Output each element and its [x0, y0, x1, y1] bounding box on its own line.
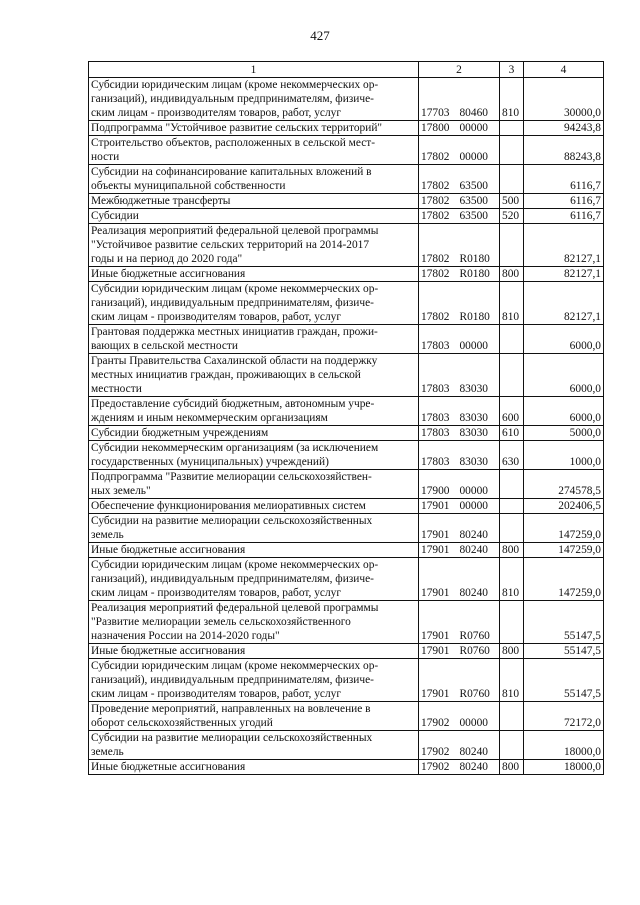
- row-code: [419, 514, 500, 543]
- row-name-line: Реализация мероприятий федеральной целевой программы: [91, 602, 379, 614]
- row-expense-type: 800: [500, 543, 524, 558]
- row-code-program: 17802: [421, 311, 450, 323]
- row-name-line: Субсидии юридическим лицам (кроме некоммерческих ор-: [91, 660, 379, 672]
- row-amount: 30000,0: [524, 78, 604, 121]
- row-amount: 6116,7: [524, 165, 604, 194]
- row-name-line: Субсидии некоммерческим организациям (за исключением: [91, 442, 379, 454]
- row-name-line: местности: [91, 383, 142, 395]
- row-name-line: ных земель": [91, 485, 151, 497]
- row-name-line: местных инициатив граждан, проживающих в сельской: [91, 369, 361, 381]
- row-code-direction: 00000: [459, 500, 488, 512]
- row-name-line: Реализация мероприятий федеральной целевой программы: [91, 225, 379, 237]
- row-amount: 82127,1: [524, 224, 604, 267]
- row-expense-type: 810: [500, 659, 524, 702]
- row-code-program: 17901: [421, 630, 450, 642]
- header-col-4: 4: [524, 62, 604, 78]
- row-name: [89, 558, 419, 601]
- row-expense-type: 630: [500, 441, 524, 470]
- row-expense-type: [500, 499, 524, 514]
- row-code-program: 17901: [421, 645, 450, 657]
- row-code-direction: 80240: [459, 746, 488, 758]
- row-code: [419, 543, 500, 558]
- row-code-direction: 80240: [459, 761, 488, 773]
- row-name: [89, 514, 419, 543]
- row-amount: 82127,1: [524, 267, 604, 282]
- row-name: [89, 426, 419, 441]
- row-code-direction: 83030: [459, 412, 488, 424]
- table-header: [89, 62, 604, 78]
- row-code-program: 17900: [421, 485, 450, 497]
- row-name-line: Субсидии: [91, 210, 139, 222]
- row-name-line: Строительство объектов, расположенных в сельской мест-: [91, 137, 376, 149]
- row-amount: 6000,0: [524, 397, 604, 426]
- row-code-direction: 00000: [459, 717, 488, 729]
- table-row: [89, 441, 604, 470]
- row-name-line: "Развитие мелиорации земель сельскохозяйственного: [91, 616, 351, 628]
- row-name-line: Предоставление субсидий бюджетным, автономным учре-: [91, 398, 375, 410]
- row-name-line: государственных (муниципальных) учреждений): [91, 456, 329, 468]
- row-amount: 18000,0: [524, 760, 604, 775]
- row-name: [89, 165, 419, 194]
- row-name-line: Субсидии юридическим лицам (кроме некоммерческих ор-: [91, 283, 379, 295]
- row-name-line: Подпрограмма "Развитие мелиорации сельскохозяйствен-: [91, 471, 372, 483]
- row-amount: 5000,0: [524, 426, 604, 441]
- row-code-program: 17902: [421, 761, 450, 773]
- row-name: [89, 659, 419, 702]
- row-name: [89, 601, 419, 644]
- row-name: [89, 78, 419, 121]
- row-name-line: ганизаций), индивидуальным предпринимателям, физиче-: [91, 573, 374, 585]
- row-name-line: Проведение мероприятий, направленных на вовлечение в: [91, 703, 371, 715]
- table-row: [89, 121, 604, 136]
- row-code: [419, 354, 500, 397]
- row-expense-type: 810: [500, 78, 524, 121]
- row-code-direction: 00000: [459, 485, 488, 497]
- row-code-program: 17800: [421, 122, 450, 134]
- row-code-program: 17901: [421, 587, 450, 599]
- row-code-program: 17802: [421, 180, 450, 192]
- row-expense-type: 610: [500, 426, 524, 441]
- row-amount: 72172,0: [524, 702, 604, 731]
- row-code-direction: 80240: [459, 587, 488, 599]
- row-expense-type: 520: [500, 209, 524, 224]
- row-code-program: 17901: [421, 529, 450, 541]
- row-code: [419, 426, 500, 441]
- row-code: [419, 121, 500, 136]
- row-name-line: ским лицам - производителям товаров, работ, услуг: [91, 587, 342, 599]
- row-name: [89, 760, 419, 775]
- row-code-program: 17901: [421, 688, 450, 700]
- row-name-line: Субсидии юридическим лицам (кроме некоммерческих ор-: [91, 79, 379, 91]
- row-code: [419, 165, 500, 194]
- row-code-direction: 83030: [459, 383, 488, 395]
- header-col-3: 3: [500, 62, 524, 78]
- row-name: [89, 499, 419, 514]
- row-name-line: ности: [91, 151, 120, 163]
- row-name-line: земель: [91, 746, 124, 758]
- row-code: [419, 659, 500, 702]
- table-row: [89, 282, 604, 325]
- table-row: [89, 426, 604, 441]
- row-name-line: ским лицам - производителям товаров, работ, услуг: [91, 688, 342, 700]
- row-expense-type: [500, 354, 524, 397]
- row-name-line: объекты муниципальной собственности: [91, 180, 286, 192]
- row-expense-type: 800: [500, 760, 524, 775]
- row-name-line: Иные бюджетные ассигнования: [91, 544, 246, 556]
- table-row: [89, 644, 604, 659]
- page-number: 427: [310, 28, 330, 43]
- row-code-program: 17803: [421, 456, 450, 468]
- row-name-line: Грантовая поддержка местных инициатив граждан, прожи-: [91, 326, 378, 338]
- table-row: [89, 543, 604, 558]
- row-code-program: 17901: [421, 500, 450, 512]
- row-code-direction: 83030: [459, 456, 488, 468]
- row-expense-type: [500, 601, 524, 644]
- row-amount: 82127,1: [524, 282, 604, 325]
- row-name: [89, 731, 419, 760]
- row-expense-type: [500, 224, 524, 267]
- row-name-line: Гранты Правительства Сахалинской области на поддержку: [91, 355, 378, 367]
- row-code: [419, 267, 500, 282]
- row-expense-type: 600: [500, 397, 524, 426]
- row-name: [89, 209, 419, 224]
- row-code: [419, 702, 500, 731]
- row-code-direction: 80460: [459, 107, 488, 119]
- row-expense-type: [500, 731, 524, 760]
- table-row: [89, 354, 604, 397]
- row-code-direction: R0760: [459, 645, 490, 657]
- row-amount: 6116,7: [524, 209, 604, 224]
- row-name: [89, 354, 419, 397]
- table-row: [89, 325, 604, 354]
- table-row: [89, 558, 604, 601]
- row-code: [419, 499, 500, 514]
- row-code: [419, 731, 500, 760]
- row-name-line: Обеспечение функционирования мелиоративных систем: [91, 500, 366, 512]
- row-expense-type: [500, 136, 524, 165]
- row-name-line: Субсидии на развитие мелиорации сельскохозяйственных: [91, 515, 373, 527]
- row-expense-type: [500, 514, 524, 543]
- header-col-2: 2: [419, 62, 500, 78]
- row-name-line: ганизаций), индивидуальным предпринимателям, физиче-: [91, 93, 374, 105]
- row-code-program: 17803: [421, 412, 450, 424]
- row-amount: 55147,5: [524, 659, 604, 702]
- row-code-direction: 00000: [459, 151, 488, 163]
- row-name: [89, 397, 419, 426]
- row-amount: 94243,8: [524, 121, 604, 136]
- row-name-line: ждениям и иным некоммерческим организациям: [91, 412, 328, 424]
- row-name: [89, 644, 419, 659]
- row-code-program: 17803: [421, 340, 450, 352]
- row-code: [419, 78, 500, 121]
- row-name: [89, 470, 419, 499]
- row-code-direction: 63500: [459, 180, 488, 192]
- row-name-line: Иные бюджетные ассигнования: [91, 761, 246, 773]
- row-name-line: Субсидии на софинансирование капитальных вложений в: [91, 166, 372, 178]
- row-name-line: ским лицам - производителям товаров, работ, услуг: [91, 311, 342, 323]
- row-code-program: 17802: [421, 268, 450, 280]
- row-code-direction: 00000: [459, 340, 488, 352]
- row-code-direction: 63500: [459, 210, 488, 222]
- header-col-1: 1: [89, 62, 419, 78]
- row-expense-type: [500, 325, 524, 354]
- budget-table: [88, 61, 604, 775]
- row-name-line: Субсидии бюджетным учреждениям: [91, 427, 269, 439]
- row-name-line: ганизаций), индивидуальным предпринимателям, физиче-: [91, 297, 374, 309]
- row-name-line: земель: [91, 529, 124, 541]
- row-amount: 202406,5: [524, 499, 604, 514]
- row-code: [419, 209, 500, 224]
- row-name: [89, 121, 419, 136]
- row-expense-type: 810: [500, 282, 524, 325]
- table-row: [89, 136, 604, 165]
- table-row: [89, 267, 604, 282]
- row-name-line: Межбюджетные трансферты: [91, 195, 231, 207]
- row-name-line: годы и на период до 2020 года": [91, 253, 243, 265]
- table-row: [89, 397, 604, 426]
- row-name: [89, 325, 419, 354]
- row-code-program: 17901: [421, 544, 450, 556]
- row-amount: 1000,0: [524, 441, 604, 470]
- row-expense-type: 800: [500, 644, 524, 659]
- row-code-direction: 00000: [459, 122, 488, 134]
- row-name-line: назначения России на 2014-2020 годы": [91, 630, 280, 642]
- row-code: [419, 224, 500, 267]
- row-expense-type: [500, 121, 524, 136]
- row-code: [419, 470, 500, 499]
- row-code-program: 17902: [421, 717, 450, 729]
- row-code-program: 17703: [421, 107, 450, 119]
- row-name: [89, 267, 419, 282]
- row-amount: 147259,0: [524, 543, 604, 558]
- row-expense-type: [500, 470, 524, 499]
- row-code-direction: 80240: [459, 544, 488, 556]
- table-row: [89, 731, 604, 760]
- row-code: [419, 136, 500, 165]
- row-code-direction: 63500: [459, 195, 488, 207]
- row-code: [419, 325, 500, 354]
- table-row: [89, 78, 604, 121]
- row-code-direction: R0180: [459, 253, 490, 265]
- row-expense-type: 810: [500, 558, 524, 601]
- table-row: [89, 702, 604, 731]
- row-name-line: ганизаций), индивидуальным предпринимателям, физиче-: [91, 674, 374, 686]
- row-code-direction: R0180: [459, 311, 490, 323]
- row-amount: 18000,0: [524, 731, 604, 760]
- row-name: [89, 702, 419, 731]
- row-code-program: 17902: [421, 746, 450, 758]
- table-row: [89, 760, 604, 775]
- row-name: [89, 136, 419, 165]
- table-row: [89, 499, 604, 514]
- row-expense-type: [500, 165, 524, 194]
- row-code-direction: R0180: [459, 268, 490, 280]
- row-code-direction: 80240: [459, 529, 488, 541]
- row-expense-type: 500: [500, 194, 524, 209]
- row-amount: 147259,0: [524, 558, 604, 601]
- row-code-program: 17802: [421, 195, 450, 207]
- row-name: [89, 441, 419, 470]
- row-code: [419, 441, 500, 470]
- row-amount: 147259,0: [524, 514, 604, 543]
- row-code-program: 17802: [421, 253, 450, 265]
- row-name-line: оборот сельскохозяйственных угодий: [91, 717, 273, 729]
- row-amount: 55147,5: [524, 601, 604, 644]
- row-expense-type: [500, 702, 524, 731]
- table-row: [89, 194, 604, 209]
- row-expense-type: 800: [500, 267, 524, 282]
- row-name: [89, 224, 419, 267]
- table-body: [89, 78, 604, 775]
- row-name-line: Иные бюджетные ассигнования: [91, 268, 246, 280]
- row-code-program: 17803: [421, 427, 450, 439]
- row-amount: 6116,7: [524, 194, 604, 209]
- row-code-direction: 83030: [459, 427, 488, 439]
- table-row: [89, 470, 604, 499]
- row-name: [89, 543, 419, 558]
- row-name-line: "Устойчивое развитие сельских территорий на 2014-2017: [91, 239, 370, 251]
- row-amount: 55147,5: [524, 644, 604, 659]
- table-row: [89, 209, 604, 224]
- row-name: [89, 282, 419, 325]
- row-code: [419, 760, 500, 775]
- row-code-program: 17802: [421, 151, 450, 163]
- row-name-line: Субсидии юридическим лицам (кроме некоммерческих ор-: [91, 559, 379, 571]
- row-code: [419, 194, 500, 209]
- row-amount: 6000,0: [524, 354, 604, 397]
- row-name: [89, 194, 419, 209]
- row-name-line: Подпрограмма "Устойчивое развитие сельских территорий": [91, 122, 383, 134]
- row-name-line: Иные бюджетные ассигнования: [91, 645, 246, 657]
- row-code: [419, 397, 500, 426]
- row-code-direction: R0760: [459, 688, 490, 700]
- row-code: [419, 601, 500, 644]
- table-row: [89, 224, 604, 267]
- row-code: [419, 644, 500, 659]
- table-row: [89, 659, 604, 702]
- table-row: [89, 165, 604, 194]
- row-name-line: Субсидии на развитие мелиорации сельскохозяйственных: [91, 732, 373, 744]
- row-amount: 6000,0: [524, 325, 604, 354]
- row-code-direction: R0760: [459, 630, 490, 642]
- row-amount: 274578,5: [524, 470, 604, 499]
- row-code-program: 17802: [421, 210, 450, 222]
- row-code: [419, 282, 500, 325]
- row-amount: 88243,8: [524, 136, 604, 165]
- row-code-program: 17803: [421, 383, 450, 395]
- table-row: [89, 601, 604, 644]
- row-code: [419, 558, 500, 601]
- row-name-line: вающих в сельской местности: [91, 340, 238, 352]
- table-row: [89, 514, 604, 543]
- row-name-line: ским лицам - производителям товаров, работ, услуг: [91, 107, 342, 119]
